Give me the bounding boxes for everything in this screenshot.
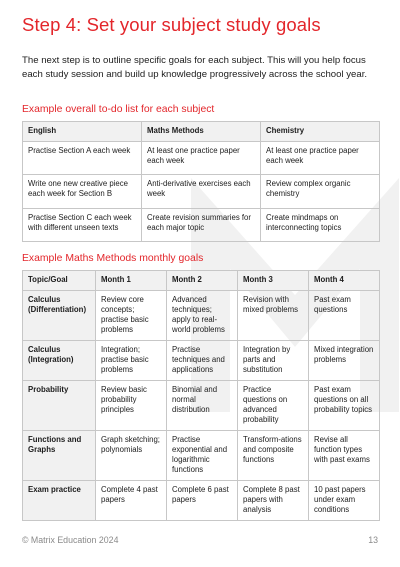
column-header: Month 4: [309, 271, 380, 291]
table-cell: Review basic probability principles: [96, 380, 167, 430]
table-row: [23, 142, 380, 175]
table-cell: Complete 6 past papers: [167, 481, 238, 521]
column-header: Month 1: [96, 271, 167, 291]
table-cell: Binomial and normal distribution: [167, 380, 238, 430]
table-cell: Transform-ations and composite functions: [238, 431, 309, 481]
page-number: 13: [368, 535, 378, 545]
table-cell: Revise all function types with past exams: [309, 431, 380, 481]
table-header-row: [23, 122, 380, 142]
table-cell: Advanced techniques; apply to real-world problems: [167, 291, 238, 341]
table-row: [23, 175, 380, 208]
table-cell: Integration; practise basic problems: [96, 341, 167, 381]
table-row: [23, 291, 380, 341]
column-header: Maths Methods: [142, 122, 261, 142]
row-header: Exam practice: [23, 481, 96, 521]
footer-copyright: © Matrix Education 2024: [22, 535, 119, 545]
table-cell: Complete 4 past papers: [96, 481, 167, 521]
table-row: [23, 208, 380, 241]
todo-table: [22, 121, 380, 242]
table-cell: Review core concepts; practise basic problems: [96, 291, 167, 341]
row-header: Probability: [23, 380, 96, 430]
table-cell: Practise Section A each week: [23, 142, 142, 175]
table-cell: Mixed integration problems: [309, 341, 380, 381]
row-header: Calculus (Differentiation): [23, 291, 96, 341]
table-cell: Revision with mixed problems: [238, 291, 309, 341]
table-row: [23, 481, 380, 521]
table-cell: Practise Section C each week with different unseen texts: [23, 208, 142, 241]
row-header: Functions and Graphs: [23, 431, 96, 481]
column-header: Topic/Goal: [23, 271, 96, 291]
table-cell: Practise exponential and logarithmic functions: [167, 431, 238, 481]
table-cell: Past exam questions on all probability topics: [309, 380, 380, 430]
page-title: Step 4: Set your subject study goals: [22, 14, 321, 35]
table-row: [23, 431, 380, 481]
table-cell: Anti-derivative exercises each week: [142, 175, 261, 208]
column-header: Month 3: [238, 271, 309, 291]
table-header-row: [23, 271, 380, 291]
column-header: English: [23, 122, 142, 142]
column-header: Month 2: [167, 271, 238, 291]
table-cell: At least one practice paper each week: [142, 142, 261, 175]
intro-paragraph: The next step is to outline specific goals for each subject. This will you help focus each study session and build up knowledge progressively across the school year.: [22, 55, 368, 80]
table-cell: 10 past papers under exam conditions: [309, 481, 380, 521]
table-cell: Create mindmaps on interconnecting topics: [261, 208, 380, 241]
table-cell: Complete 8 past papers with analysis: [238, 481, 309, 521]
table-row: [23, 341, 380, 381]
table-row: [23, 380, 380, 430]
table-cell: Past exam questions: [309, 291, 380, 341]
table-cell: Create revision summaries for each major topic: [142, 208, 261, 241]
todo-section-heading: Example overall to-do list for each subject: [22, 104, 215, 115]
table-cell: At least one practice paper each week: [261, 142, 380, 175]
column-header: Chemistry: [261, 122, 380, 142]
table-cell: Write one new creative piece each week for Section B: [23, 175, 142, 208]
table-cell: Graph sketching; polynomials: [96, 431, 167, 481]
table-cell: Practise techniques and applications: [167, 341, 238, 381]
monthly-goals-table: [22, 270, 380, 521]
goals-section-heading: Example Maths Methods monthly goals: [22, 253, 204, 264]
row-header: Calculus (Integration): [23, 341, 96, 381]
table-cell: Integration by parts and substitution: [238, 341, 309, 381]
table-cell: Review complex organic chemistry: [261, 175, 380, 208]
table-cell: Practice questions on advanced probability: [238, 380, 309, 430]
